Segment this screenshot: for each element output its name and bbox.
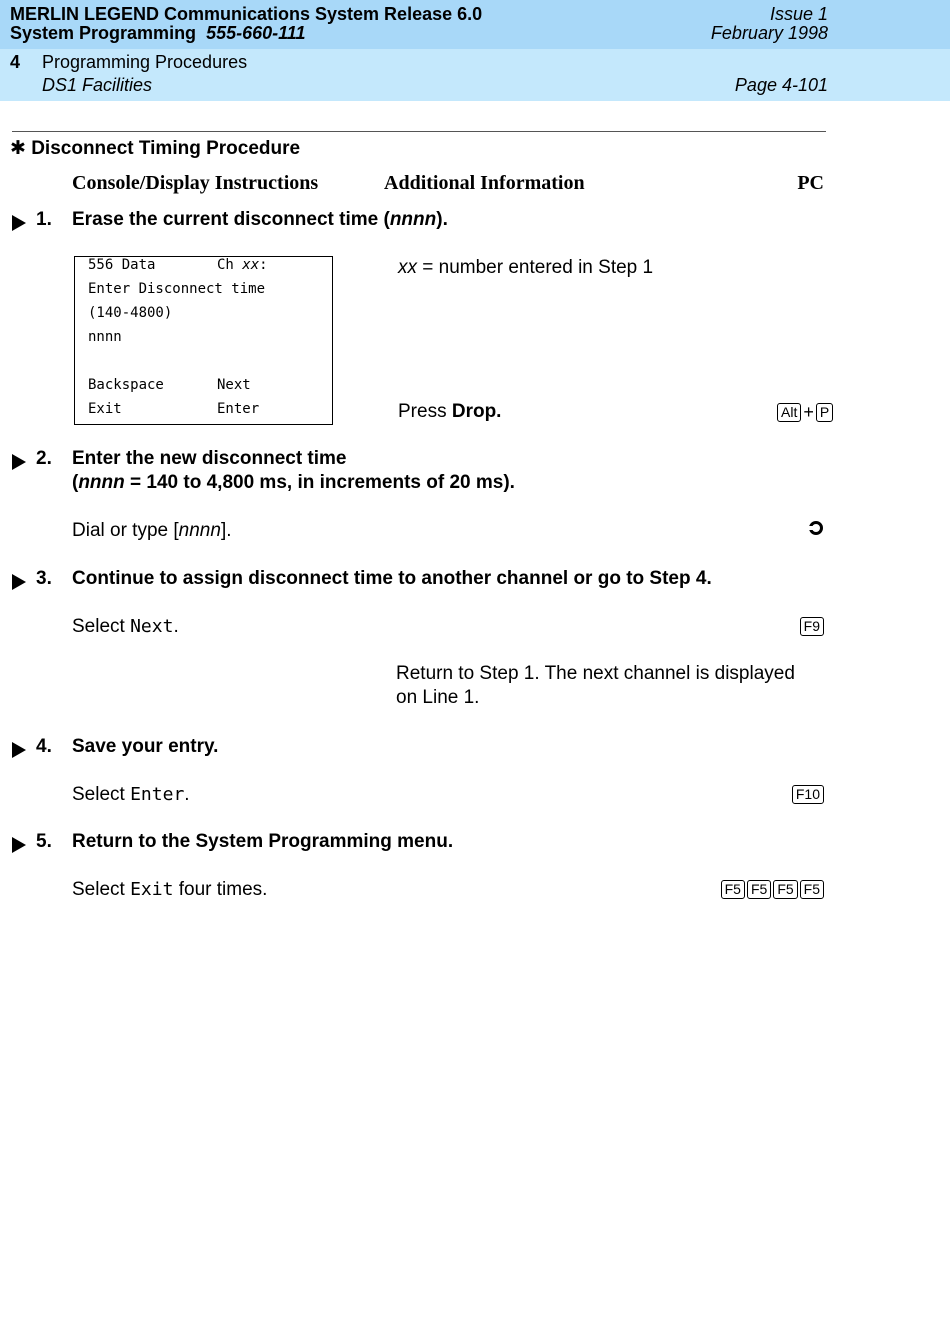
select-end: . [173,616,179,637]
enter-label: Enter [130,784,185,805]
select-enter [72,784,190,806]
lcd-exit: Exit [88,401,122,417]
f5-key[interactable]: F5 [800,880,824,899]
step1-note [398,257,653,279]
step3-info-line2: on Line 1. [396,687,480,708]
step-number: 4. [36,736,52,757]
step-title-line2 [72,472,515,494]
step-title-text: Erase the current disconnect time ( [72,209,390,230]
chapter-title: Programming Procedures [42,52,248,72]
select-exit [72,879,267,901]
lcd-line-4: nnnn [88,329,122,345]
f5-keys [721,880,824,899]
lcd-line-1-left: 556 Data [88,257,156,273]
step-title: Continue to assign disconnect time to another channel or go to Step 4. [72,568,712,589]
range-var: nnnn [78,472,125,493]
f5-key[interactable]: F5 [773,880,797,899]
procedure-title [10,137,300,160]
step-arrow-icon [12,454,26,470]
column-additional: Additional Information [384,172,585,194]
select-end: . [184,784,190,805]
note-var: xx [398,257,417,278]
step-title: Return to the System Programming menu. [72,831,454,852]
step3-info-line1: Return to Step 1. The next channel is displayed [396,663,795,684]
star-icon: ✱ [10,138,26,159]
drop-label: Drop. [451,401,502,422]
step-number: 5. [36,831,52,852]
chapter-number: 4 [10,52,21,72]
lcd-line-3: (140-4800) [88,305,173,321]
subtitle-number: 555-660-111 [206,23,306,43]
page-number: Page 4-101 [734,75,828,95]
dial-var: nnnn [178,520,221,541]
f10-keys [792,785,824,804]
lcd-enter: Enter [217,401,260,417]
dial-text: Dial or type [ [72,520,179,541]
lcd-line-2: Enter Disconnect time [88,281,266,297]
column-console: Console/Display Instructions [72,172,319,194]
select-text: Select [72,616,131,637]
date-label: February 1998 [710,23,828,43]
note-text: = number entered in Step 1 [417,257,654,278]
alt-key[interactable]: Alt [777,403,801,422]
step-number: 2. [36,448,52,469]
step-arrow-icon [12,742,26,758]
lcd-ch-label: Ch [217,257,243,273]
doc-title: MERLIN LEGEND Communications System Release 6.0 [10,4,483,24]
f10-key[interactable]: F10 [792,785,824,804]
exit-label: Exit [130,879,174,900]
next-label: Next [130,616,174,637]
step-title: Enter the new disconnect time [72,448,347,469]
handset-icon [809,521,823,535]
step-title [72,209,448,231]
lcd-display [74,256,333,425]
column-pc: PC [797,172,824,194]
press-text: Press [398,401,452,422]
step-arrow-icon [12,574,26,590]
step-arrow-icon [12,837,26,853]
f5-key[interactable]: F5 [747,880,771,899]
lcd-next: Next [217,377,251,393]
f9-key[interactable]: F9 [800,617,824,636]
select-text: Select [72,879,131,900]
dial-instruction [72,520,232,542]
lcd-ch-colon: : [259,257,268,273]
range-text: = 140 to 4,800 ms, in increments of 20 ms). [124,472,515,493]
select-next [72,616,179,638]
range-open: ( [72,472,79,493]
issue-label: Issue 1 [769,4,828,24]
subtitle-text: System Programming [10,23,197,43]
lcd-ch-var: xx [242,257,260,273]
press-drop [398,401,501,423]
p-key[interactable]: P [816,403,833,422]
step-number: 3. [36,568,52,589]
lcd-backspace: Backspace [88,377,164,393]
plus-sign: + [803,402,814,422]
select-text: Select [72,784,131,805]
step-title-end: ). [436,209,448,230]
step-title: Save your entry. [72,736,219,757]
step-arrow-icon [12,215,26,231]
f9-keys [800,617,824,636]
doc-subtitle [10,23,306,44]
f5-key[interactable]: F5 [721,880,745,899]
dial-end: ]. [220,520,232,541]
alt-p-keys [777,402,833,423]
select-end: four times. [173,879,268,900]
section-title: DS1 Facilities [42,75,153,95]
step-number: 1. [36,209,52,230]
step-title-var: nnnn [389,209,437,230]
procedure-title-text: Disconnect Timing Procedure [31,138,301,159]
lcd-line-1-right [217,257,268,273]
section-rule [12,131,826,132]
